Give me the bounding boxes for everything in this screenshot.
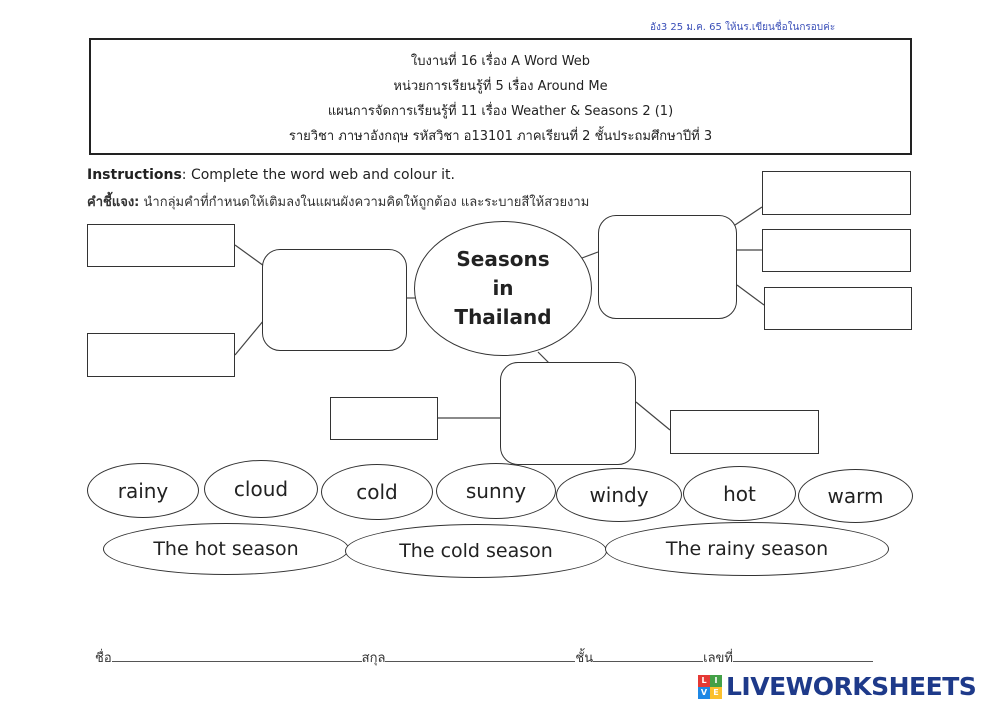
surname-label: สกุล xyxy=(361,651,386,666)
season-box-right[interactable] xyxy=(598,215,737,319)
word-card-rainy[interactable]: rainy xyxy=(87,463,199,518)
instructions-label: Instructions xyxy=(87,167,182,183)
instructions-th-label: คำชี้แจง: xyxy=(87,195,140,210)
instructions-text: : Complete the word web and colour it. xyxy=(181,167,455,183)
answer-box-right-3[interactable] xyxy=(764,287,912,330)
word-card-hot[interactable]: hot xyxy=(683,466,796,521)
class-label: ชั้น xyxy=(575,651,594,666)
word-card-cloud[interactable]: cloud xyxy=(204,460,318,518)
teacher-note: อัง3 25 ม.ค. 65 ให้นร.เขียนชื่อในกรอบค่ะ xyxy=(650,22,836,33)
student-info-footer xyxy=(95,647,873,668)
surname-blank[interactable] xyxy=(385,649,575,662)
connector-line xyxy=(235,245,264,266)
number-blank[interactable] xyxy=(733,649,873,662)
season-box-left[interactable] xyxy=(262,249,407,351)
word-card-sunny[interactable]: sunny xyxy=(436,463,556,519)
liveworksheets-logo-icon xyxy=(698,675,722,699)
connector-line xyxy=(636,402,670,430)
center-topic xyxy=(414,221,592,356)
answer-box-right-2[interactable] xyxy=(762,229,911,272)
season-card-hot[interactable]: The hot season xyxy=(103,523,349,575)
header-subject: รายวิชา ภาษาอังกฤษ รหัสวิชา อ13101 ภาคเรียนที่ 2 ชั้นประถมศึกษาปีที่ 3 xyxy=(288,129,713,144)
number-label: เลขที่ xyxy=(703,651,734,666)
name-label: ชื่อ xyxy=(95,651,112,666)
center-topic-label: Seasons in Thailand xyxy=(454,247,552,329)
logo-tile-l: L xyxy=(698,675,710,687)
season-card-cold[interactable]: The cold season xyxy=(345,524,607,578)
instructions-th-text: นำกลุ่มคำที่กำหนดให้เติมลงในแผนผังความคิดให้ถูกต้อง และระบายสีให้สวยงาม xyxy=(139,195,590,210)
word-card-windy[interactable]: windy xyxy=(556,468,682,522)
answer-box-left-1[interactable] xyxy=(87,224,235,267)
header-plan: แผนการจัดการเรียนรู้ที่ 11 เรื่อง Weather & Seasons 2 (1) xyxy=(327,104,674,119)
answer-box-bottom-left[interactable] xyxy=(330,397,438,440)
class-blank[interactable] xyxy=(593,649,703,662)
logo-tile-i: I xyxy=(710,675,722,687)
word-card-cold[interactable]: cold xyxy=(321,464,433,520)
connector-line xyxy=(582,252,598,258)
connector-line xyxy=(737,285,764,305)
season-box-bottom[interactable] xyxy=(500,362,636,465)
word-card-warm[interactable]: warm xyxy=(798,469,913,523)
answer-box-bottom-right[interactable] xyxy=(670,410,819,454)
header-unit: หน่วยการเรียนรู้ที่ 5 เรื่อง Around Me xyxy=(393,79,608,94)
answer-box-left-2[interactable] xyxy=(87,333,235,377)
logo-tile-v: V xyxy=(698,687,710,699)
liveworksheets-logo xyxy=(698,672,976,701)
header-title: ใบงานที่ 16 เรื่อง A Word Web xyxy=(410,54,591,69)
name-blank[interactable] xyxy=(112,649,362,662)
logo-tile-e: E xyxy=(710,687,722,699)
liveworksheets-logo-text: LIVEWORKSHEETS xyxy=(726,672,977,701)
season-card-rainy[interactable]: The rainy season xyxy=(605,522,889,576)
connector-line xyxy=(735,207,762,225)
connector-line xyxy=(235,320,264,355)
answer-box-right-1[interactable] xyxy=(762,171,911,215)
